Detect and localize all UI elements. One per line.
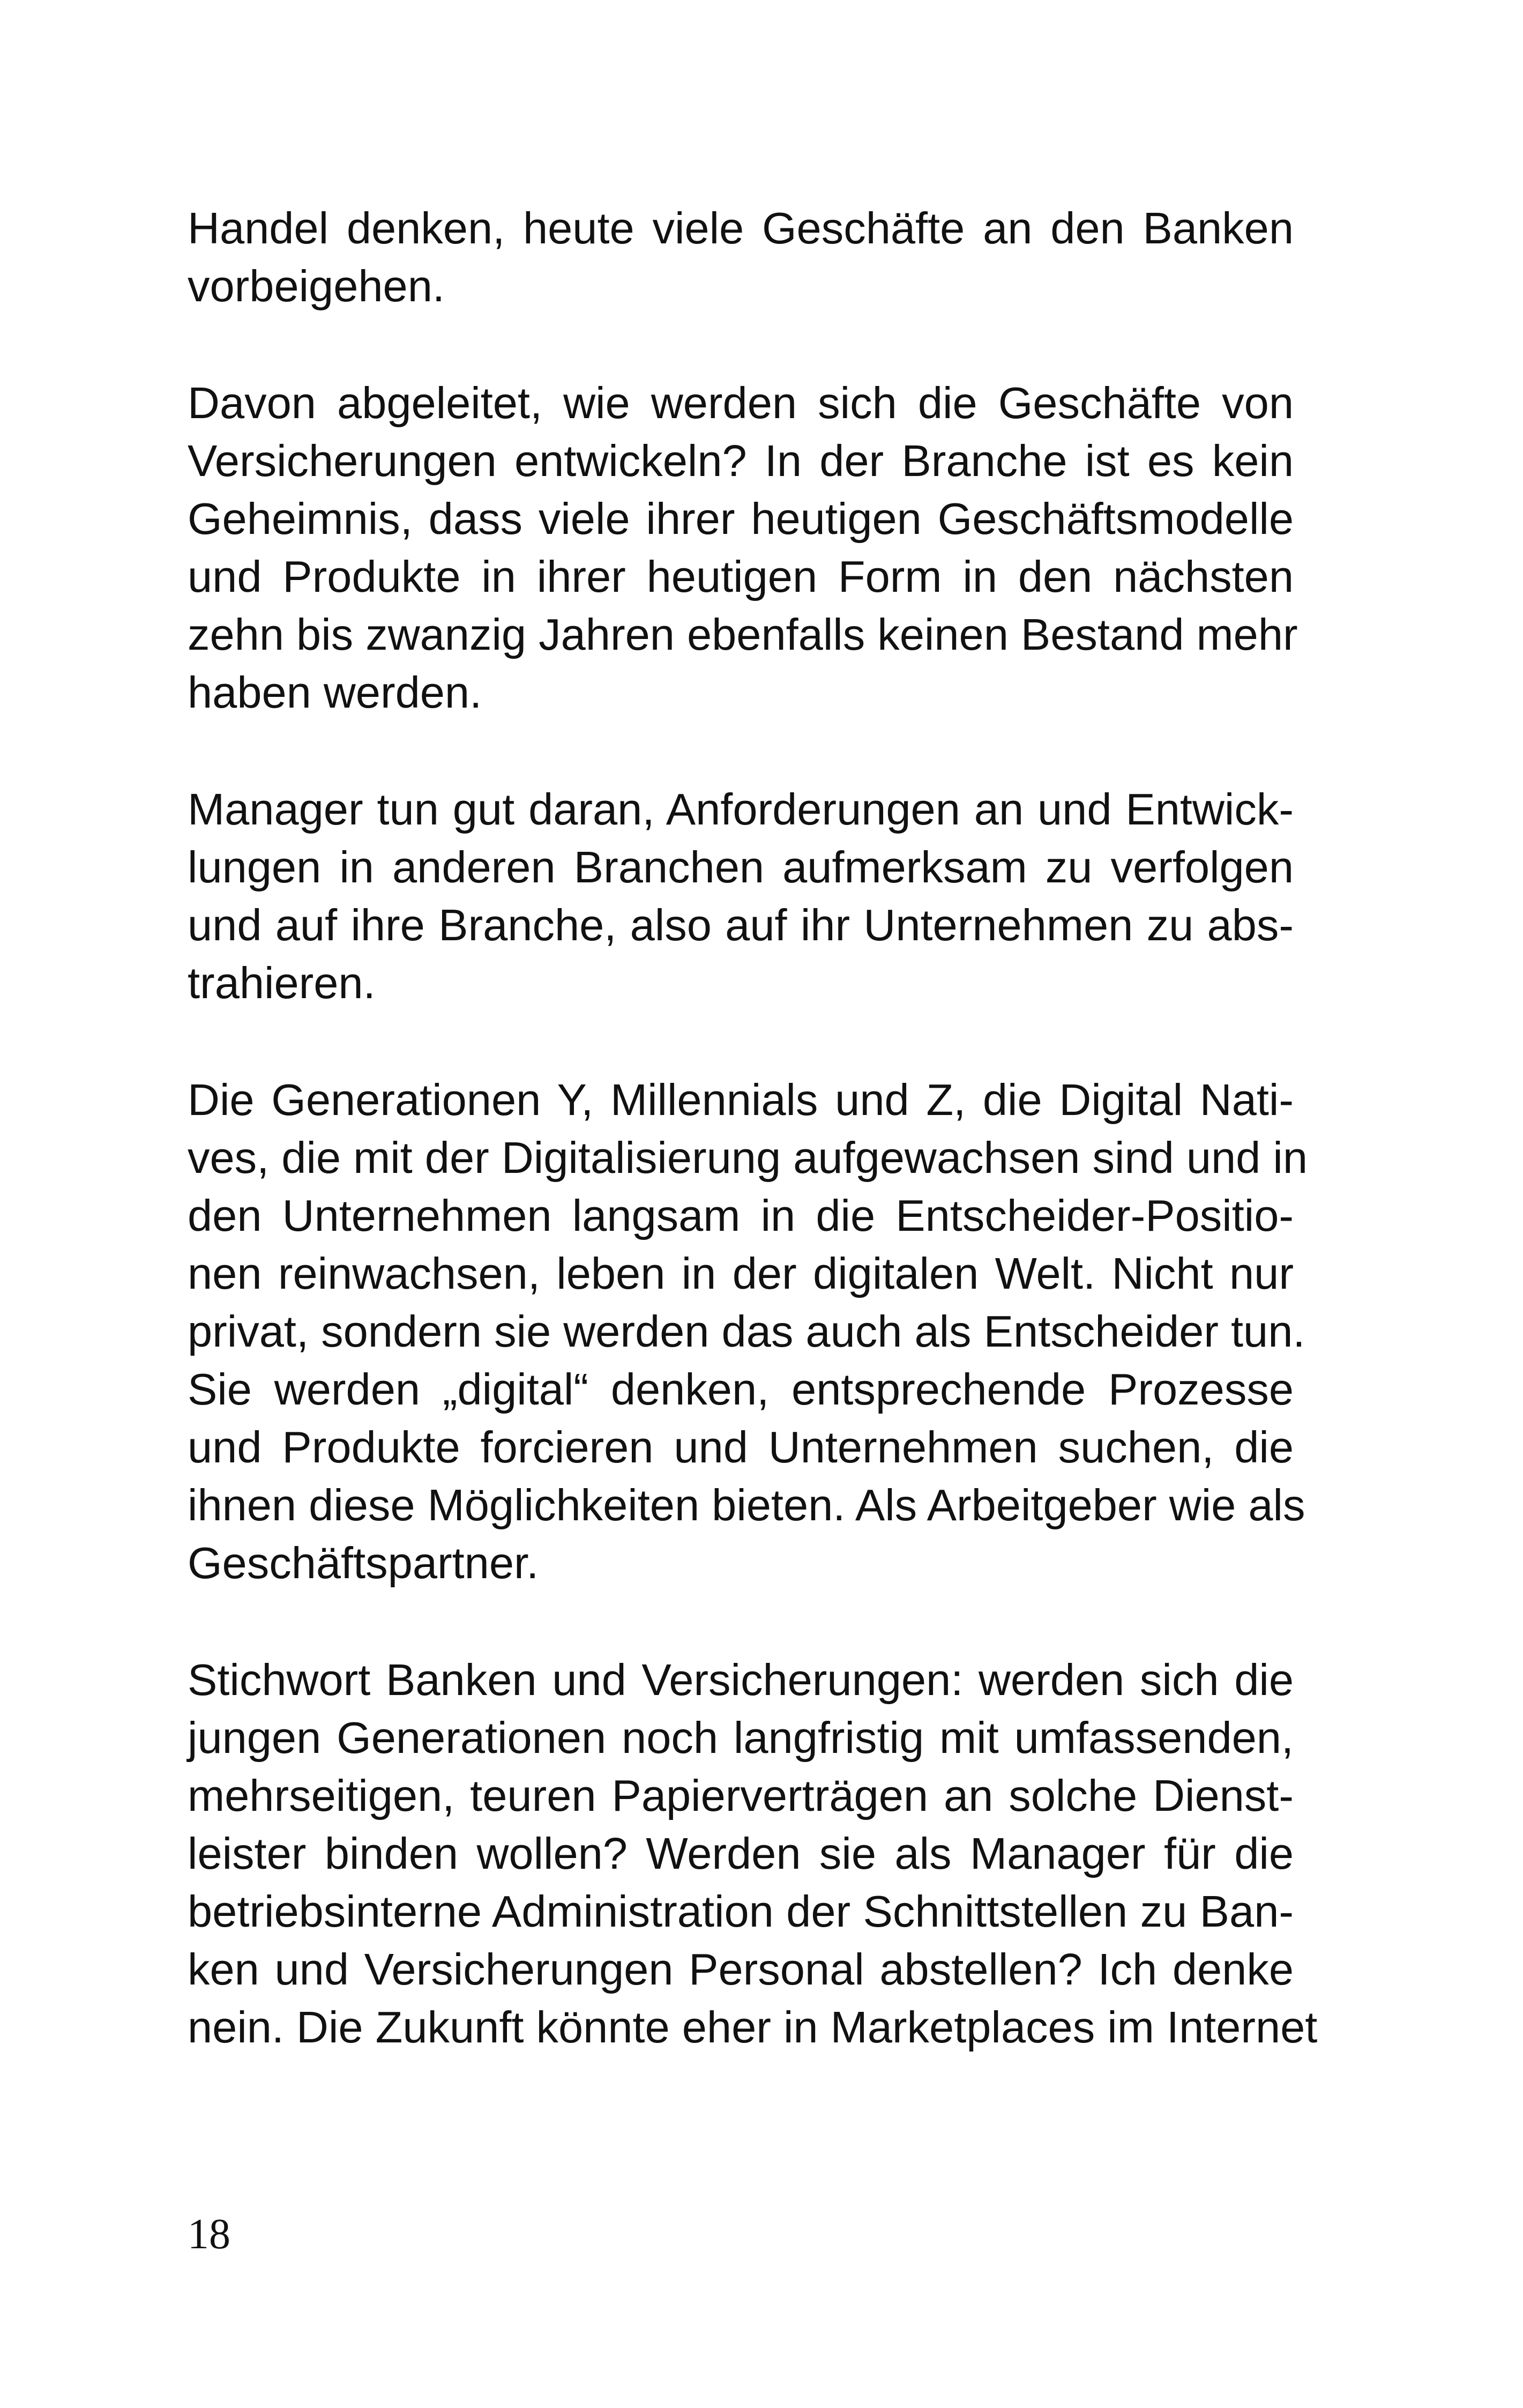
text-line: Sie werden „digital“ denken, entsprechende Prozesse	[188, 1364, 1294, 1414]
text-line: jungen Generationen noch langfristig mit umfassenden,	[188, 1713, 1294, 1763]
paragraph-1	[188, 199, 1294, 315]
text-line: Davon abgeleitet, wie werden sich die Geschäfte von	[188, 378, 1294, 428]
text-line: Geschäftspartner.	[188, 1538, 539, 1588]
body-text	[188, 199, 1318, 2056]
text-line: und auf ihre Branche, also auf ihr Unternehmen zu abs-	[188, 900, 1294, 950]
text-line: mehrseitigen, teuren Papierverträgen an solche Dienst-	[188, 1771, 1294, 1820]
text-line: leister binden wollen? Werden sie als Manager für die	[188, 1829, 1294, 1878]
text-line: Versicherungen entwickeln? In der Branche ist es kein	[188, 436, 1294, 486]
text-line: Geheimnis, dass viele ihrer heutigen Geschäftsmodelle	[188, 494, 1294, 544]
text-line: privat, sondern sie werden das auch als Entscheider tun.	[188, 1306, 1305, 1356]
text-line: und Produkte in ihrer heutigen Form in den nächsten	[188, 552, 1294, 601]
text-line: ves, die mit der Digitalisierung aufgewachsen sind und in	[188, 1133, 1308, 1183]
paragraph-5	[188, 1651, 1318, 2056]
text-line: Die Generationen Y, Millennials und Z, die Digital Nati-	[188, 1075, 1294, 1125]
page-number: 18	[188, 2211, 230, 2258]
paragraph-gap	[188, 1012, 1294, 1071]
text-line: betriebsinterne Administration der Schnittstellen zu Ban-	[188, 1886, 1294, 1936]
paragraph-2	[188, 374, 1298, 722]
text-line: Handel denken, heute viele Geschäfte an den Banken	[188, 203, 1294, 253]
text-line: den Unternehmen langsam in die Entscheider-Positio-	[188, 1191, 1294, 1240]
text-line: trahieren.	[188, 958, 376, 1008]
paragraph-gap	[188, 315, 1294, 374]
text-line: haben werden.	[188, 667, 482, 717]
paragraph-3	[188, 781, 1294, 1012]
paragraph-4	[188, 1071, 1308, 1592]
text-line: nen reinwachsen, leben in der digitalen Welt. Nicht nur	[188, 1248, 1294, 1298]
paragraph-gap	[188, 1592, 1294, 1651]
text-line: Manager tun gut daran, Anforderungen an und Entwick-	[188, 784, 1294, 834]
text-line: zehn bis zwanzig Jahren ebenfalls keinen Bestand mehr	[188, 610, 1298, 659]
text-line: ken und Versicherungen Personal abstellen? Ich denke	[188, 1944, 1294, 1994]
text-line: ihnen diese Möglichkeiten bieten. Als Arbeitgeber wie als	[188, 1480, 1305, 1530]
text-line: und Produkte forcieren und Unternehmen suchen, die	[188, 1422, 1294, 1472]
text-line: vorbeigehen.	[188, 261, 445, 311]
text-line: Stichwort Banken und Versicherungen: werden sich die	[188, 1655, 1294, 1705]
text-line: lungen in anderen Branchen aufmerksam zu verfolgen	[188, 842, 1294, 892]
text-line: nein. Die Zukunft könnte eher in Marketplaces im Internet	[188, 2002, 1318, 2052]
paragraph-gap	[188, 722, 1294, 781]
